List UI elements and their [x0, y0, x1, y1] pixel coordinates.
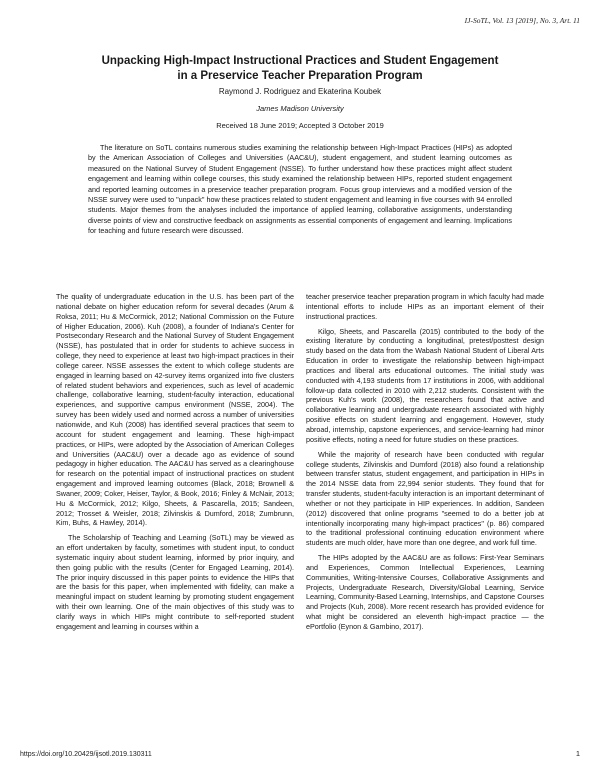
- title-line-1: Unpacking High-Impact Instructional Practices and Student Engagement: [101, 55, 499, 67]
- received-date: Received 18 June 2019; Accepted 3 October 2019: [216, 121, 384, 130]
- body-paragraph: The Scholarship of Teaching and Learning (SoTL) may be viewed as an effort undertaken by faculty, sometimes with student input, to conduct systematic inquiry about student learning, informed by prior inquiry, and then going public with the results (Center for Engaged Learning, 2014). The prior inquiry discussed in this paper points to evidence the HIPs that are the basis for this paper, when implemented with fidelity, can make a meaningful impact on student learning by promoting student engagement with their own learning. One of the main objectives of this study was to clarify ways in which HIPs might contribute to self-reported student engagement and learning in courses within a: [56, 533, 294, 631]
- affiliation: James Madison University: [256, 104, 344, 113]
- body-paragraph: teacher preservice teacher preparation program in which faculty had made intentional efforts to include HIPs as an important element of their instructional practices.: [306, 292, 544, 321]
- body-columns: [56, 292, 544, 744]
- body-paragraph: While the majority of research have been conducted with regular college students, Zilvinskis and Dumford (2018) also found a relationship between transfer status, student engagement, and participation in HIPs in the 2014 NSSE data from 22,994 senior students. They found that for transfer students, student-faculty interaction is an important determinant of whether or not they participate in HIP experiences. In addition, Sandeen (2012) discovered that online programs "seemed to do a better job at intentionally incorporating many high-impact practices" (p. 86) compared to the traditional professional continuing education environment where students are much older, have more than one degree, and work full time.: [306, 449, 544, 548]
- doi-link[interactable]: https://doi.org/10.20429/ijsotl.2019.130311: [20, 751, 152, 758]
- page-number: 1: [575, 749, 580, 758]
- right-column: [306, 292, 544, 744]
- title-line-2: in a Preservice Teacher Preparation Program: [177, 70, 423, 82]
- abstract: The literature on SoTL contains numerous studies examining the relationship between High-Impact Practices (HIPs) as adopted by the American Association of Colleges and Universities (AAC&U), student engagement, and student learning outcomes as measured on the National Survey of Student Engagement (NSSE). To further understand how these practices might affect student engagement and learning within college courses, this study examined the relationship between HIPs, reported student engagement and reported learning outcomes in a preservice teacher preparation program. Focus group interviews and a modified version of the NSSE survey were used to "unpack" how these practices related to student engagement and learning in five courses with 94 enrolled students. Major themes from the analyses included the importance of applied learning, collaborative assignments, understanding diverse points of view and constructive feedback on assignments as essential components of engagement and learning. Implications for teaching and future research were discussed.: [88, 143, 512, 236]
- authors: Raymond J. Rodriguez and Ekaterina Koubek: [218, 87, 382, 96]
- left-column: [56, 292, 294, 744]
- running-head: IJ-SoTL, Vol. 13 [2019], No. 3, Art. 11: [464, 16, 580, 25]
- article-title: [40, 54, 560, 84]
- body-paragraph: Kilgo, Sheets, and Pascarella (2015) contributed to the body of the existing literature by conducting a longitudinal, pretest/posttest design study based on the data from the Wabash National Student of Liberal Arts Education in order to investigate the relationship between high-impact practices and liberal arts educational outcomes. The initial study was conducted with 4,193 students from 17 institutions in 2006, with additional follow-up data collected in 2010 with 2,212 students. Consistent with the previous Kuh's work (2008), the researchers found that active and collaborative learning and undergraduate research associated with highly positive effects on student learning and engagement. However, study abroad, internship, capstone experiences, and service-learning had minor positive effects, noting a need for future studies on these practices.: [306, 326, 544, 444]
- body-paragraph: The quality of undergraduate education in the U.S. has been part of the national debate on higher education reform for several decades (Arum & Roksa, 2011; Hu & McCormick, 2012; National Commission on the Future of Higher Education, 2006). Kuh (2008), a founder of Indiana's Center for Postsecondary Research and the National Survey of Student Engagement (NSSE), has postulated that in order for students to achieve success in college, they need to experience at least two high-impact practices in their college career. NSSE assesses the extent to which college students are engaged in learning based on 42-survey items organized into five clusters of related student behaviors and experiences, such as level of academic challenge, collaborative learning, student-faculty interaction, educational experiences, and supportive campus environment (NSSE, 2004). The survey has been widely used and normed across a number of universities nationwide, and Kuh (2008) has identified several practices that seem to account for student engagement and learning. These high-impact practices, or HIPs, were adopted by the Association of American Colleges and Universities (AAC&U) over a decade ago as evidence of sound pedagogy in higher education. The AAC&U has served as a clearinghouse for research on the potential impact of instructional practices on student engagement and improved learning outcomes (Black, 2018; Brownell & Swaner, 2009; Coker, Heiser, Taylor, & Book, 2016; Finley & McNair, 2013; Hu & McCormick, 2012; Kilgo, Sheets, & Pascarella, 2015; Sandeen, 2012; Trosset & Weisler, 2018; Zilvinskis & Dumford, 2018; Zumbrunn, Kim, Buhs, & Hawley, 2014).: [56, 292, 294, 528]
- body-paragraph: The HIPs adopted by the AAC&U are as follows: First-Year Seminars and Experiences, Common Intellectual Experiences, Learning Communities, Writing-Intensive Courses, Collaborative Assignments and Projects, Undergraduate Research, Diversity/Global Learning, Service Learning, Community-Based Learning, Internships, and Capstone Courses and Projects (Kuh, 2008). More recent research has provided evidence for what might be considered an eleventh high-impact practice — the ePortfolio (Eynon & Gambino, 2017).: [306, 553, 544, 631]
